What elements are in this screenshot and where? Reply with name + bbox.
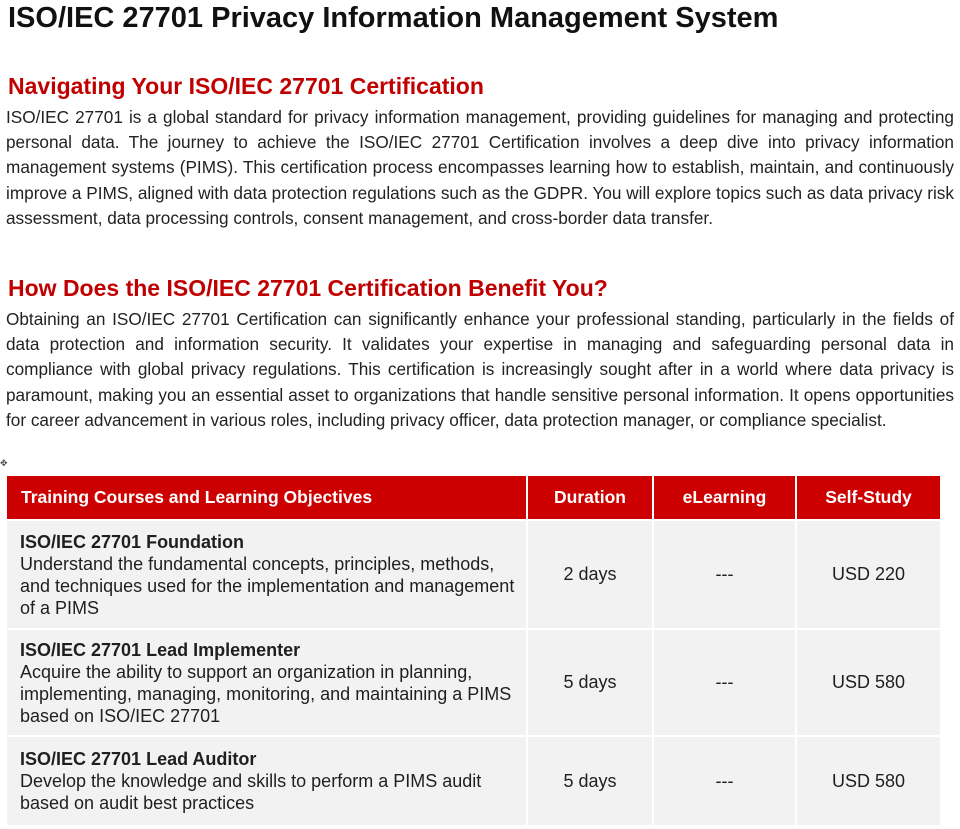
- table-row: [7, 737, 940, 827]
- header-courses: Training Courses and Learning Objectives: [7, 476, 528, 521]
- course-description: Develop the knowledge and skills to perform a PIMS audit based on audit best practices: [20, 771, 482, 813]
- course-description: Acquire the ability to support an organization in planning, implementing, managing, monitoring, and maintaining a PIMS based on ISO/IEC 27701: [20, 661, 512, 726]
- page-title: ISO/IEC 27701 Privacy Information Management System: [8, 2, 779, 34]
- self-study-cell: USD 220: [797, 521, 940, 630]
- section-body-navigating: ISO/IEC 27701 is a global standard for privacy information management, providing guidelines for managing and protecting personal data. The journey to achieve the ISO/IEC 27701 Certification involves a deep dive into privacy information management systems (PIMS). This certification process encompasses learning how to establish, maintain, and continuously improve a PIMS, aligned with data protection regulations such as the GDPR. You will explore topics such as data privacy risk assessment, data processing controls, consent management, and cross-border data transfer.: [6, 107, 954, 228]
- course-cell: [7, 737, 528, 827]
- course-name: ISO/IEC 27701 Lead Auditor: [20, 749, 257, 769]
- duration-cell: 5 days: [528, 737, 654, 827]
- section-body-benefits: Obtaining an ISO/IEC 27701 Certification can significantly enhance your professional standing, particularly in the fields of data protection and information security. It validates your expertise in managing and safeguarding personal data in compliance with global privacy regulations. This certification is increasingly sought after in a world where data privacy is paramount, making you an essential asset to organizations that handle sensitive personal information. It opens opportunities for career advancement in various roles, including privacy officer, data protection manager, or compliance specialist.: [6, 309, 954, 430]
- table-anchor-icon: ✥: [0, 458, 8, 468]
- table-row: [7, 630, 940, 737]
- table-header-row: [7, 476, 940, 521]
- courses-table: [7, 476, 940, 827]
- course-cell: [7, 521, 528, 630]
- self-study-cell: USD 580: [797, 630, 940, 737]
- section-heading-benefits: How Does the ISO/IEC 27701 Certification Benefit You?: [8, 275, 608, 301]
- table-row: [7, 521, 940, 630]
- duration-cell: 2 days: [528, 521, 654, 630]
- course-description: Understand the fundamental concepts, principles, methods, and techniques used for the implementation and management of a PIMS: [20, 553, 515, 618]
- elearning-cell: ---: [654, 737, 797, 827]
- duration-cell: 5 days: [528, 630, 654, 737]
- elearning-cell: ---: [654, 630, 797, 737]
- self-study-cell: USD 580: [797, 737, 940, 827]
- elearning-cell: ---: [654, 521, 797, 630]
- course-cell: [7, 630, 528, 737]
- section-heading-navigating: Navigating Your ISO/IEC 27701 Certification: [8, 73, 484, 99]
- course-name: ISO/IEC 27701 Lead Implementer: [20, 639, 301, 660]
- course-name: ISO/IEC 27701 Foundation: [20, 531, 245, 552]
- header-duration: Duration: [528, 476, 654, 521]
- header-self-study: Self-Study: [797, 476, 940, 521]
- header-elearning: eLearning: [654, 476, 797, 521]
